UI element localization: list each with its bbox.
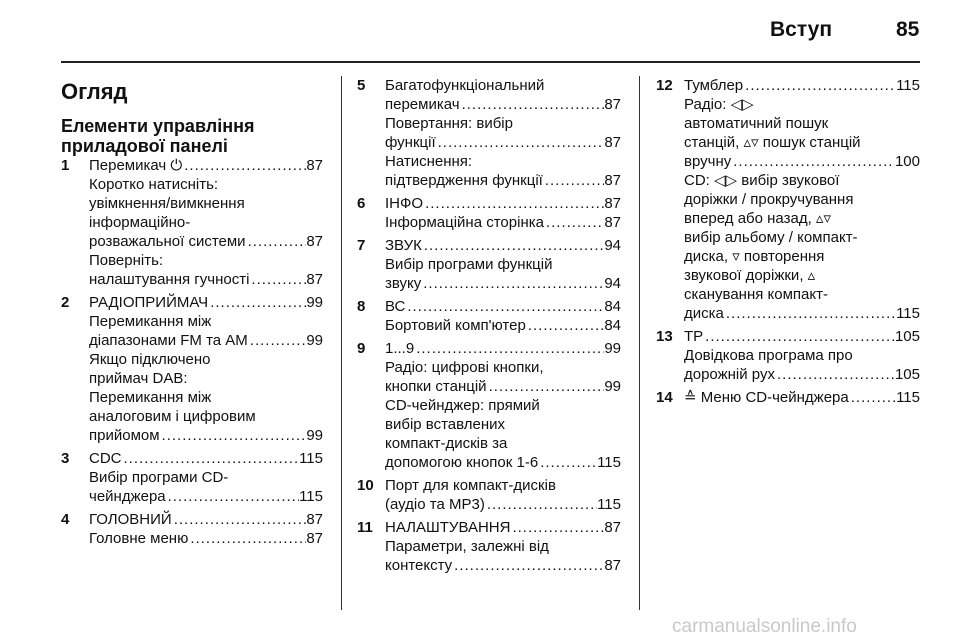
entry-text: сканування компакт-	[684, 286, 828, 303]
page-reference-link[interactable]: 87	[306, 157, 323, 174]
entry-line	[89, 213, 323, 232]
page-reference-link[interactable]: 115	[299, 488, 323, 505]
leader-dots	[724, 304, 896, 323]
entry-line	[385, 297, 621, 316]
entry-number: 13	[656, 328, 673, 345]
item-list	[656, 76, 920, 407]
entry-line	[385, 255, 621, 274]
entry-line	[385, 133, 621, 152]
entry-lines	[684, 388, 920, 407]
entry-line	[385, 556, 621, 575]
entry-text: дорожній рух	[684, 366, 775, 383]
index-entry	[357, 297, 621, 335]
entry-text: Перемикання між	[89, 389, 212, 406]
entry-text: ІНФО	[385, 195, 424, 212]
entry-text: Вибір програми функцій	[385, 256, 553, 273]
leader-dots	[423, 194, 604, 213]
entry-line	[684, 209, 920, 228]
entry-text: станцій, ▵▿ пошук станцій	[684, 134, 861, 151]
entry-line	[89, 331, 323, 350]
entry-number: 14	[656, 389, 673, 406]
page-reference-link[interactable]: 87	[306, 530, 323, 547]
entry-line	[89, 194, 323, 213]
entry-text: Бортовий комп'ютер	[385, 317, 526, 334]
entry-text: TP	[684, 328, 704, 345]
leader-dots	[421, 274, 604, 293]
entry-line	[385, 476, 621, 495]
entry-text: Перемикач ⏻	[89, 157, 183, 174]
leader-dots	[849, 388, 896, 407]
index-entry	[357, 194, 621, 232]
entry-lines	[385, 194, 621, 232]
entry-text: РАДІОПРИЙМАЧ	[89, 294, 209, 311]
index-entry	[61, 293, 323, 445]
entry-line	[684, 388, 920, 407]
entry-number: 6	[357, 195, 366, 212]
page-reference-link[interactable]: 87	[604, 172, 621, 189]
entry-text: Тумблер	[684, 77, 744, 94]
entry-number: 4	[61, 511, 70, 528]
entry-line	[385, 415, 621, 434]
entry-lines	[89, 449, 323, 506]
leader-dots	[452, 556, 604, 575]
leader-dots	[405, 297, 604, 316]
entry-text: інформаційно-	[89, 214, 191, 231]
page-reference-link[interactable]: 99	[306, 427, 323, 444]
entry-text: Порт для компакт-дисків	[385, 477, 556, 494]
entry-line	[385, 339, 621, 358]
entry-text: функції	[385, 134, 436, 151]
entry-line	[89, 270, 323, 289]
entry-line	[385, 316, 621, 335]
column-divider	[341, 76, 342, 610]
page-reference-link[interactable]: 115	[597, 454, 621, 471]
entry-line	[385, 274, 621, 293]
leader-dots	[510, 518, 604, 537]
subsection-title: Елементи управління приладової панелі	[61, 116, 255, 156]
index-entry	[656, 76, 920, 323]
entry-text: Поверніть:	[89, 252, 164, 269]
entry-text: Багатофункціональний	[385, 77, 545, 94]
entry-line	[385, 76, 621, 95]
entry-text: Коротко натисніть:	[89, 176, 219, 193]
entry-text: перемикач	[385, 96, 460, 113]
entry-number: 7	[357, 237, 366, 254]
entry-line	[89, 487, 323, 506]
entry-text: CDC	[89, 450, 122, 467]
entry-number: 2	[61, 294, 70, 311]
entry-text: вручну	[684, 153, 732, 170]
entry-text: вибір альбому / компакт-	[684, 229, 858, 246]
entry-text: 1...9	[385, 340, 415, 357]
leader-dots	[246, 232, 307, 251]
watermark: carmanualsonline.info	[672, 616, 857, 637]
page-reference-link[interactable]: 115	[896, 389, 920, 406]
entry-lines	[385, 518, 621, 575]
page-reference-link[interactable]: 99	[306, 332, 323, 349]
item-list	[61, 156, 323, 548]
page-reference-link[interactable]: 87	[306, 511, 323, 528]
entry-text: налаштування гучності	[89, 271, 250, 288]
entry-line	[684, 133, 920, 152]
entry-number: 9	[357, 340, 366, 357]
entry-line	[385, 171, 621, 190]
entry-text: Якщо підключено	[89, 351, 211, 368]
leader-dots	[188, 529, 306, 548]
page-reference-link[interactable]: 87	[604, 96, 621, 113]
entry-line	[385, 114, 621, 133]
entry-text: ВС	[385, 298, 406, 315]
entry-text: Радіо: ◁▷	[684, 96, 754, 113]
leader-dots	[731, 152, 895, 171]
index-entry	[61, 156, 323, 289]
index-entry	[357, 236, 621, 293]
page-reference-link[interactable]: 115	[597, 496, 621, 513]
index-entry	[656, 327, 920, 384]
entry-line	[385, 194, 621, 213]
entry-line	[385, 495, 621, 514]
entry-line	[89, 232, 323, 251]
entry-line	[89, 449, 323, 468]
page-reference-link[interactable]: 105	[894, 366, 920, 383]
entry-text: звукової доріжки, ▵	[684, 267, 816, 284]
page-number: 85	[896, 18, 920, 41]
entry-line	[89, 369, 323, 388]
leader-dots	[743, 76, 896, 95]
entry-line	[89, 293, 323, 312]
entry-line	[684, 95, 920, 114]
leader-dots	[460, 95, 605, 114]
entry-text: вперед або назад, ▵▿	[684, 210, 831, 227]
entry-number: 8	[357, 298, 366, 315]
page-reference-link[interactable]: 87	[306, 271, 323, 288]
column-2	[357, 76, 621, 579]
entry-text: Параметри, залежні від	[385, 538, 549, 555]
entry-text: диска	[684, 305, 724, 322]
entry-text: Повертання: вибір	[385, 115, 513, 132]
entry-text: допомогою кнопок 1-6	[385, 454, 539, 471]
leader-dots	[436, 133, 605, 152]
leader-dots	[166, 487, 299, 506]
entry-text: компакт-дисків за	[385, 435, 508, 452]
page-reference-link[interactable]: 94	[604, 275, 621, 292]
entry-line	[385, 518, 621, 537]
entry-lines	[89, 510, 323, 548]
leader-dots	[703, 327, 895, 346]
entry-text: чейнджера	[89, 488, 166, 505]
entry-line	[684, 365, 920, 384]
entry-number: 1	[61, 157, 70, 174]
page-reference-link[interactable]: 87	[604, 519, 621, 536]
entry-line	[684, 76, 920, 95]
entry-line	[385, 453, 621, 472]
entry-text: Перемикання між	[89, 313, 212, 330]
entry-text: CD: ◁▷ вибір звукової	[684, 172, 840, 189]
entry-text: CD-чейнджер: прямий	[385, 397, 540, 414]
entry-line	[684, 171, 920, 190]
entry-text: аналоговим і цифровим	[89, 408, 256, 425]
page-reference-link[interactable]: 99	[306, 294, 323, 311]
index-entry	[61, 449, 323, 506]
entry-text: Інформаційна сторінка	[385, 214, 544, 231]
page-reference-link[interactable]: 87	[306, 233, 323, 250]
index-entry	[61, 510, 323, 548]
entry-line	[385, 358, 621, 377]
section-title: Огляд	[61, 79, 128, 104]
entry-line	[684, 247, 920, 266]
entry-number: 5	[357, 77, 366, 94]
entry-lines	[684, 76, 920, 323]
entry-text: Вибір програми CD-	[89, 469, 229, 486]
page-reference-link[interactable]: 105	[894, 328, 920, 345]
entry-line	[89, 407, 323, 426]
page-reference-link[interactable]: 115	[299, 450, 323, 467]
entry-text: Радіо: цифрові кнопки,	[385, 359, 544, 376]
column-1	[61, 76, 323, 552]
entry-lines	[385, 476, 621, 514]
entry-text: Головне меню	[89, 530, 189, 547]
leader-dots	[160, 426, 307, 445]
entry-line	[684, 304, 920, 323]
leader-dots	[208, 293, 306, 312]
leader-dots	[487, 377, 605, 396]
entry-text: підтвердження функції	[385, 172, 543, 189]
leader-dots	[249, 270, 306, 289]
page-reference-link[interactable]: 84	[604, 317, 621, 334]
entry-line	[684, 190, 920, 209]
entry-line	[684, 114, 920, 133]
entry-line	[89, 175, 323, 194]
leader-dots	[526, 316, 604, 335]
entry-line	[89, 529, 323, 548]
entry-text: (аудіо та MP3)	[385, 496, 485, 513]
entry-text: контексту	[385, 557, 453, 574]
column-3	[656, 76, 920, 411]
leader-dots	[485, 495, 597, 514]
entry-line	[89, 312, 323, 331]
entry-text: розважальної системи	[89, 233, 246, 250]
entry-text: автоматичний пошук	[684, 115, 829, 132]
entry-text: ЗВУК	[385, 237, 422, 254]
entry-text: доріжки / прокручування	[684, 191, 854, 208]
index-entry	[656, 388, 920, 407]
leader-dots	[414, 339, 604, 358]
page-reference-link[interactable]: 87	[604, 134, 621, 151]
entry-line	[385, 236, 621, 255]
leader-dots	[122, 449, 300, 468]
entry-line	[684, 285, 920, 304]
page-reference-link[interactable]: 87	[604, 195, 621, 212]
entry-line	[89, 156, 323, 175]
entry-lines	[385, 297, 621, 335]
entry-line	[385, 396, 621, 415]
index-entry	[357, 339, 621, 472]
entry-lines	[385, 76, 621, 190]
entry-text: вибір вставлених	[385, 416, 506, 433]
page-reference-link[interactable]: 99	[604, 340, 621, 357]
entry-line	[89, 468, 323, 487]
entry-number: 11	[357, 519, 373, 536]
entry-lines	[89, 156, 323, 289]
leader-dots	[775, 365, 895, 384]
entry-lines	[385, 236, 621, 293]
index-entry	[357, 76, 621, 190]
leader-dots	[172, 510, 307, 529]
index-entry	[357, 476, 621, 514]
leader-dots	[248, 331, 307, 350]
entry-number: 3	[61, 450, 70, 467]
entry-text: диска, ▿ повторення	[684, 248, 825, 265]
entry-line	[684, 152, 920, 171]
page-reference-link[interactable]: 94	[604, 237, 621, 254]
entry-line	[89, 510, 323, 529]
entry-number: 10	[357, 477, 374, 494]
entry-text: діапазонами FM та AM	[89, 332, 248, 349]
page-reference-link[interactable]: 87	[604, 557, 621, 574]
entry-line	[684, 228, 920, 247]
page-reference-link[interactable]: 115	[896, 77, 920, 94]
entry-line	[385, 152, 621, 171]
leader-dots	[182, 156, 306, 175]
entry-lines	[684, 327, 920, 384]
entry-lines	[89, 293, 323, 445]
entry-line	[385, 434, 621, 453]
page-reference-link[interactable]: 100	[894, 153, 920, 170]
entry-text: Натиснення:	[385, 153, 473, 170]
entry-text: кнопки станцій	[385, 378, 487, 395]
column-divider	[639, 76, 640, 610]
entry-text: приймач DAB:	[89, 370, 188, 387]
entry-text: звуку	[385, 275, 422, 292]
entry-line	[89, 350, 323, 369]
entry-line	[684, 266, 920, 285]
page-reference-link[interactable]: 84	[604, 298, 621, 315]
entry-text: НАЛАШТУВАННЯ	[385, 519, 511, 536]
entry-line	[684, 346, 920, 365]
entry-line	[385, 95, 621, 114]
entry-text: прийомом	[89, 427, 160, 444]
entry-text: увімкнення/вимкнення	[89, 195, 245, 212]
entry-text: ГОЛОВНИЙ	[89, 511, 172, 528]
entry-line	[385, 537, 621, 556]
page-reference-link[interactable]: 115	[896, 305, 920, 322]
page-reference-link[interactable]: 99	[604, 378, 621, 395]
item-list	[357, 76, 621, 575]
entry-line	[89, 388, 323, 407]
entry-number: 12	[656, 77, 673, 94]
entry-line	[89, 251, 323, 270]
leader-dots	[543, 171, 604, 190]
leader-dots	[538, 453, 597, 472]
page-reference-link[interactable]: 87	[604, 214, 621, 231]
entry-line	[89, 426, 323, 445]
leader-dots	[422, 236, 604, 255]
entry-text: ≙ Меню CD-чейнджера	[684, 389, 849, 406]
page-header-title: Вступ	[770, 18, 833, 41]
entry-line	[385, 377, 621, 396]
entry-lines	[385, 339, 621, 472]
header-rule	[61, 61, 920, 63]
entry-text: Довідкова програма про	[684, 347, 853, 364]
index-entry	[357, 518, 621, 575]
entry-line	[385, 213, 621, 232]
entry-line	[684, 327, 920, 346]
leader-dots	[544, 213, 604, 232]
